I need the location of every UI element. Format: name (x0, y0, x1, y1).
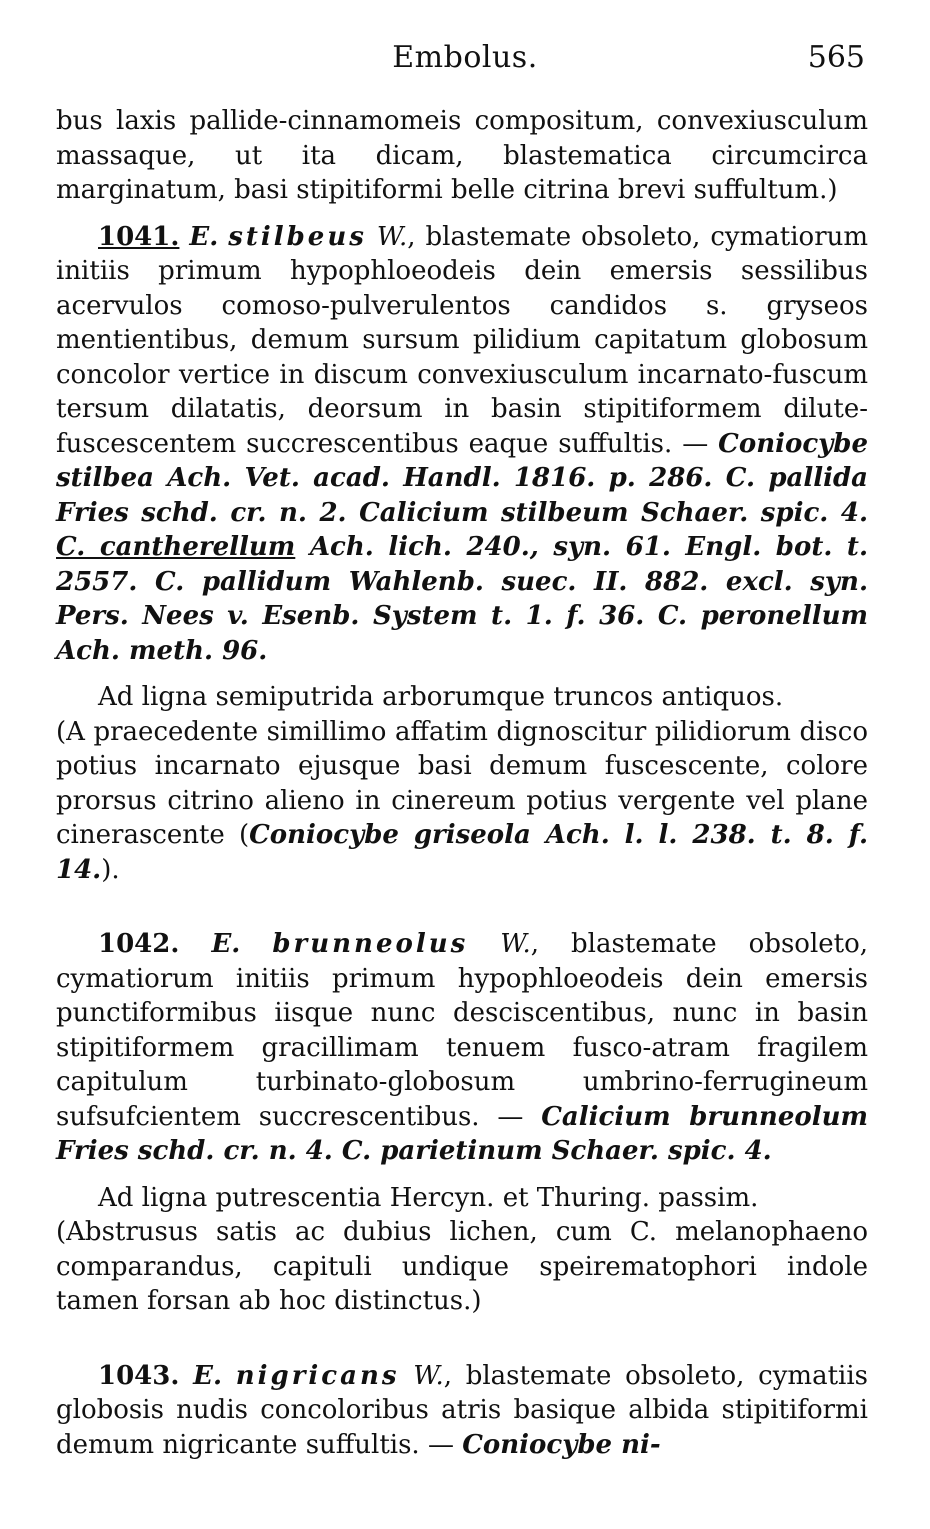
entry-description: , blastemate obsoleto, cymatiorum initiis primum hypophloeodeis dein emersis sessilibus acervulos comoso-pulverulentos candidos s. gryseos mentientibus, demum sursum pilidium capitatum globosum concolor vertice in discum convexiusculum incarnato-fuscum tersum dilatatis, deorsum in basin stipitiformem dilute-fuscescentem succrescentibus eaque suffultis. — (56, 221, 869, 459)
continued-paragraph: bus laxis pallide-cinnamomeis compositum, convexiusculum massaque, ut ita dicam, blastematica circumcirca marginatum, basi stipitiformi belle citrina brevi suffultum.) (56, 106, 868, 205)
entry-number: 1042. (98, 929, 180, 959)
page-number: 565 (807, 40, 865, 75)
entry-1041 (56, 220, 868, 669)
note-text: (A praecedente simillimo affatim dignoscitur pilidiorum disco potius incarnato ejusque basi demum fuscescente, colore prorsus citrino alieno in cinereum potius vergente vel plane cinerascente ( (56, 716, 868, 850)
entry-number: 1041. (98, 221, 180, 252)
author-abbrev: W. (500, 929, 531, 959)
species-name: nigricans (235, 1360, 400, 1391)
genus-abbrev: E. (189, 221, 219, 252)
entry-note: (Abstrusus satis ac dubius lichen, cum C. melanophaeno comparandus, capituli undique speirematophori indole tamen forsan ab hoc distinctus.) (56, 1217, 868, 1316)
running-title: Embolus. (392, 40, 538, 75)
synonym-citation: Calicium brunneolum Fries schd. cr. n. 4. C. parietinum Schaer. spic. 4. (56, 1101, 868, 1166)
synonym-citation: Ach. lich. 240., syn. 61. Engl. bot. t. 2557. C. pallidum Wahlenb. suec. II. 882. excl. syn. Pers. Nees v. Esenb. System t. 1. f. 36. C. peronellum Ach. meth. 96. (56, 532, 868, 666)
habitat-line: Ad ligna semiputrida arborumque truncos antiquos. (98, 682, 784, 712)
entry-description: , blastemate obsoleto, cymatiis globosis nudis concoloribus atris basique albida stipitiformi demum nigricante suffultis. — (56, 1360, 868, 1460)
habitat-line: Ad ligna putrescentia Hercyn. et Thuring. passim. (98, 1182, 759, 1213)
species-name: brunneolus (272, 929, 469, 959)
note-close: ). (101, 854, 120, 885)
entry-number: 1043. (98, 1360, 180, 1391)
species-name: stilbeus (228, 221, 367, 252)
genus-abbrev: E. (211, 929, 241, 959)
author-abbrev: W. (413, 1360, 444, 1391)
entry-description: , blastemate obsoleto, cymatiorum initiis primum hypophloeodeis dein emersis punctiformibus iisque nunc desciscentibus, nunc in basin stipitiformem gracillimam tenuem fusco-atram fragilem capitulum turbinato-globosum umbrino-ferrugineum sufsufcientem succrescentibus. — (56, 929, 869, 1132)
synonym-citation: Coniocybe ni- (462, 1429, 661, 1460)
genus-abbrev: E. (193, 1360, 223, 1391)
entry-note (56, 715, 868, 888)
page-body (56, 104, 868, 1462)
synonym-citation: 1816. p. 286. C. pallida Fries schd. cr. n. 2. Calicium stilbeum Schaer. spic. 4. (56, 463, 868, 528)
synonym-underlined: C. cantherellum (56, 532, 296, 562)
synonym-citation: Coniocybe stilbea Ach. Vet. acad. Handl. (56, 428, 868, 493)
entry-1042 (56, 927, 868, 1169)
note-reference: Coniocybe griseola Ach. l. l. 238. t. 8. f. 14. (56, 820, 869, 885)
entry-1043 (56, 1359, 868, 1463)
author-abbrev: W. (376, 221, 408, 252)
